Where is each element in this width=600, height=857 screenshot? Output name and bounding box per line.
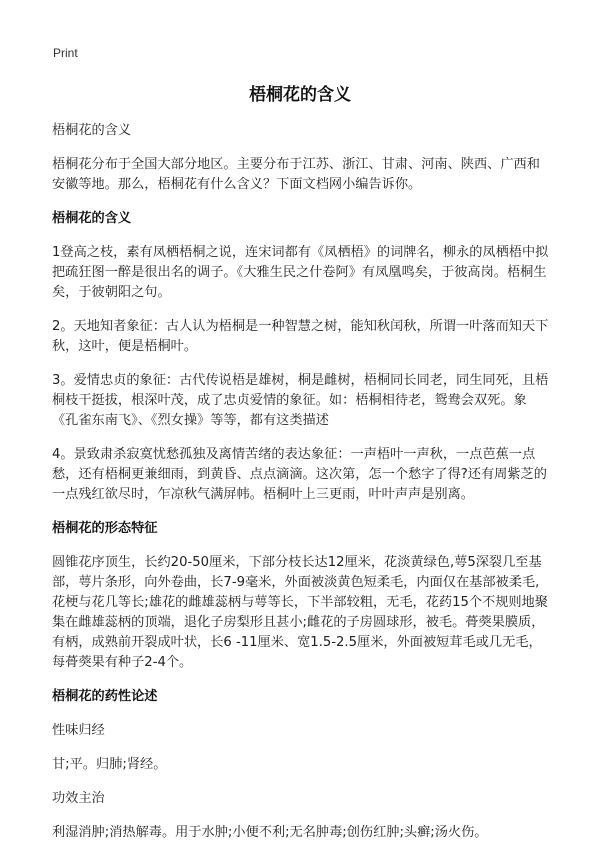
function-text: 利湿消肿;消热解毒。用于水肿;小便不利;无名肿毒;创伤红肿;头癣;汤火伤。 [52,825,488,840]
nature-label: 性味归经 [52,723,105,738]
page-title: 梧桐花的含义 [249,85,351,105]
intro-label: 梧桐花的含义 [52,123,132,138]
nature-text: 甘;平。归肺;肾经。 [52,757,167,772]
meaning-item-2: 2。天地知者象征：古人认为梧桐是一种智慧之树，能知秋闰秋，所谓一叶落而知天下秋，这叶，便是梧桐叶。 [52,319,549,354]
meaning-item-3: 3。爱情忠贞的象征：古代传说梧是雄树，桐是雌树，梧桐同长同老，同生同死，且梧桐枝干挺拔，根深叶茂，成了忠贞爱情的象征。如：梧桐相待老，鸳鸯会双死。象《孔雀东南飞》、《烈女操》等等，都有这类描述 [52,373,549,428]
article-body [52,121,552,857]
intro-paragraph: 梧桐花分布于全国大部分地区。主要分布于江苏、浙江、甘肃、河南、陕西、广西和安徽等地。那么，梧桐花有什么含义？下面文档网小编告诉你。 [52,157,540,192]
function-label: 功效主治 [52,791,105,806]
morphology-paragraph: 圆锥花序顶生，长约20-50厘米，下部分枝长达12厘米，花淡黄绿色,萼5深裂几至基部，萼片条形，向外卷曲，长7-9毫米，外面被淡黄色短柔毛，内面仅在基部被柔毛,花梗与花几等长;雄花的雌雄蕊柄与萼等长，下半部较粗，无毛，花药15个不规则地聚集在雌雄蕊柄的顶端，退化子房梨形且甚小;雌花的子房圆球形，被毛。蓇葖果膜质，有柄，成熟前开裂成叶状，长6 -11厘米、宽1.5-2.5厘米，外面被短茸毛或几无毛，每蓇葖果有种子2-4个。 [52,555,548,670]
print-link[interactable]: Print [53,46,78,60]
meaning-item-4: 4。景致肃杀寂寞忧愁孤独及离情苦绪的表达象征：一声梧叶一声秋，一点芭蕉一点愁，还有梧桐更兼细雨，到黄昏、点点滴滴。这次第，怎一个愁字了得?还有周紫芝的一点残红欲尽时，乍凉秋气满屏帏。梧桐叶上三更雨，叶叶声声是别离。 [52,447,547,502]
section-heading-meaning: 梧桐花的含义 [52,211,132,226]
section-heading-medicinal: 梧桐花的药性论述 [52,689,158,704]
section-heading-morphology: 梧桐花的形态特征 [52,521,158,536]
meaning-item-1: 1登高之枝，素有凤栖梧桐之说，连宋词都有《凤栖梧》的词牌名，柳永的凤栖梧中拟把疏狂图一醉是很出名的调子。《大雅生民之什卷阿》有凤凰鸣矣，于彼高岗。梧桐生矣，于彼朝阳之句。 [52,245,549,300]
